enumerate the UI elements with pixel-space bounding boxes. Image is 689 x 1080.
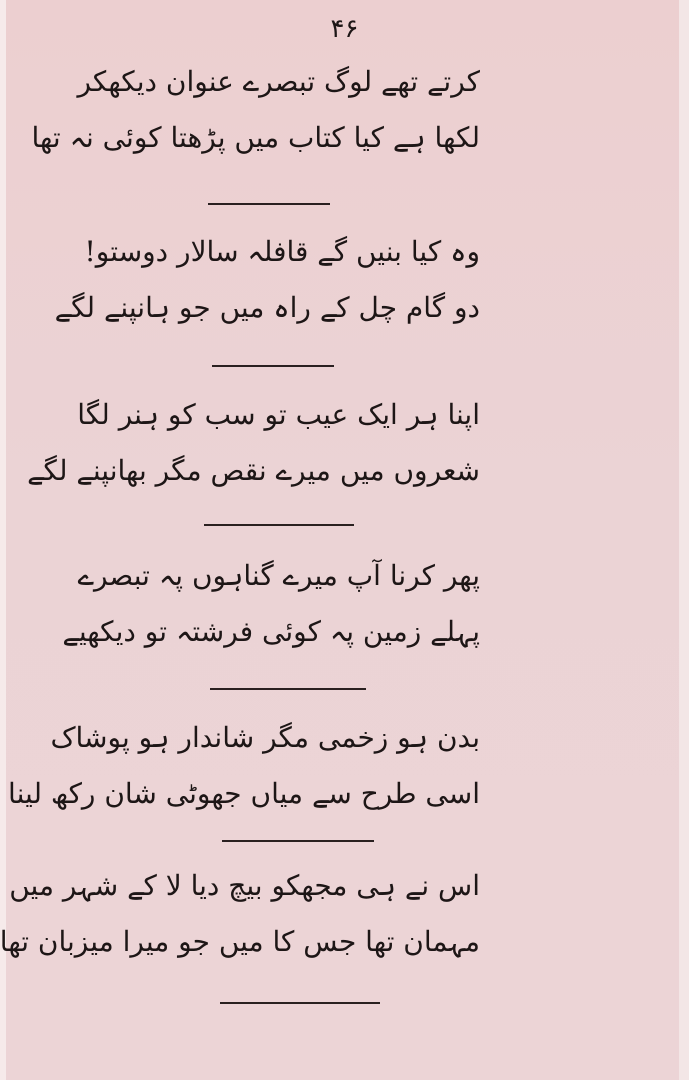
- stanza-divider: [210, 688, 366, 690]
- stanza-3: [27, 395, 480, 507]
- verse-line: دو گام چل کے راہ میں جو ہانپنے لگے: [54, 291, 480, 324]
- stanza-1: [31, 62, 480, 174]
- page-number: ۴۶: [330, 14, 359, 44]
- verse-line: لکھا ہے کیا کتاب میں پڑھتا کوئی نہ تھا: [31, 121, 480, 154]
- verse-line: اس نے ہی مجھکو بیچ دیا لا کے شہر میں: [9, 869, 480, 902]
- stanza-2: [54, 232, 480, 344]
- stanza-divider: [208, 203, 330, 205]
- verse-line: پھر کرنا آپ میرے گناہوں پہ تبصرے: [77, 559, 480, 592]
- verse-line: مہمان تھا جس کا میں جو میرا میزبان تھا: [0, 925, 480, 958]
- stanza-divider: [222, 840, 374, 842]
- verse-line: اسی طرح سے میاں جھوٹی شان رکھ لینا: [8, 777, 480, 810]
- stanza-5: [8, 718, 480, 830]
- stanza-divider: [220, 1002, 380, 1004]
- stanza-4: [62, 556, 480, 668]
- verse-line: اپنا ہر ایک عیب تو سب کو ہنر لگا: [77, 398, 480, 431]
- stanza-6: [0, 866, 480, 978]
- verse-line: شعروں میں میرے نقص مگر بھانپنے لگے: [27, 454, 480, 487]
- verse-line: پہلے زمین پہ کوئی فرشتہ تو دیکھیے: [62, 615, 480, 648]
- stanza-divider: [204, 524, 354, 526]
- stanza-divider: [212, 365, 334, 367]
- verse-line: وہ کیا بنیں گے قافلہ سالار دوستو!: [84, 235, 480, 268]
- page-edge-right: [679, 0, 689, 1080]
- page-edge-left: [0, 0, 6, 1080]
- verse-line: کرتے تھے لوگ تبصرے عنوان دیکھکر: [77, 65, 480, 98]
- verse-line: بدن ہو زخمی مگر شاندار ہو پوشاک: [50, 721, 480, 754]
